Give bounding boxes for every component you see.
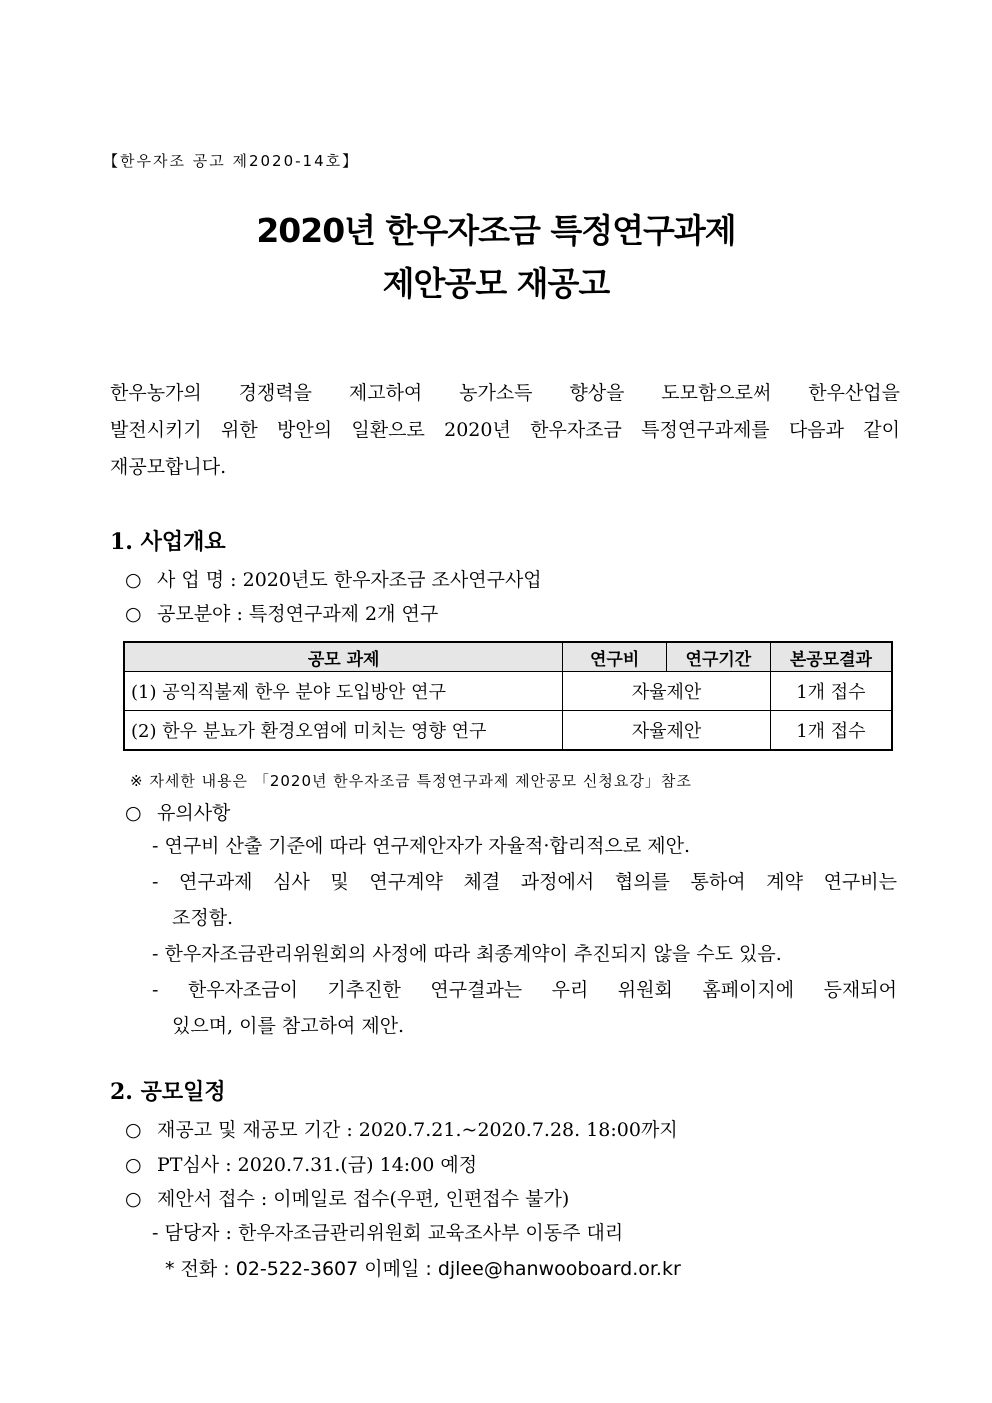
header-result: 본공모결과 <box>770 642 892 672</box>
caution-list <box>152 828 897 1044</box>
result-cell: 1개 접수 <box>770 672 892 711</box>
field-text: 공모분야 : 특정연구과제 2개 연구 <box>157 603 439 625</box>
intro-line-1: 한우농가의 경쟁력을 제고하여 농가소득 향상을 도모함으로써 한우산업을 <box>110 382 900 404</box>
intro-line-3: 재공모합니다. <box>110 456 227 478</box>
pt-text: PT심사 : 2020.7.31.(금) 14:00 예정 <box>157 1154 478 1176</box>
notice-number: 【한우자조 공고 제2020-14호】 <box>103 152 360 170</box>
submission-text: 제안서 접수 : 이메일로 접수(우편, 인편접수 불가) <box>157 1188 570 1210</box>
table-header-row <box>124 642 892 672</box>
tasks-table <box>123 641 893 751</box>
circle-bullet-icon: ○ <box>125 1154 142 1176</box>
reference-note: ※ 자세한 내용은 「2020년 한우자조금 특정연구과제 제안공모 신청요강」참조 <box>130 772 692 790</box>
circle-bullet-icon: ○ <box>125 802 142 824</box>
caution-heading-item <box>125 798 230 825</box>
result-cell: 1개 접수 <box>770 711 892 751</box>
circle-bullet-icon: ○ <box>125 603 142 625</box>
caution-item: - 연구비 산출 기준에 따라 연구제안자가 자율적·합리적으로 제안. <box>152 835 690 857</box>
pt-item <box>125 1150 477 1177</box>
intro-line-2: 발전시키기 위한 방안의 일환으로 2020년 한우자조금 특정연구과제를 다음과 같이 <box>110 419 900 441</box>
period-text: 재공고 및 재공모 기간 : 2020.7.21.~2020.7.28. 18:00까지 <box>157 1119 678 1141</box>
circle-bullet-icon: ○ <box>125 1188 142 1210</box>
field-item <box>125 599 438 626</box>
business-name-text: 사 업 명 : 2020년도 한우자조금 조사연구사업 <box>157 569 542 591</box>
header-cost: 연구비 <box>563 642 667 672</box>
circle-bullet-icon: ○ <box>125 569 142 591</box>
header-task: 공모 과제 <box>124 642 563 672</box>
period-item <box>125 1115 678 1142</box>
task-cell: (2) 한우 분뇨가 환경오염에 미치는 영향 연구 <box>124 711 563 751</box>
caution-item: - 한우자조금관리위원회의 사정에 따라 최종계약이 추진되지 않을 수도 있음. <box>152 943 782 965</box>
title-line-1: 2020년 한우자조금 특정연구과제 <box>256 211 736 250</box>
table-row <box>124 711 892 751</box>
caution-item: - 연구과제 심사 및 연구계약 체결 과정에서 협의를 통하여 계약 연구비는 조정함. <box>152 871 897 929</box>
submission-item <box>125 1184 569 1211</box>
contact-person: - 담당자 : 한우자조금관리위원회 교육조사부 이동주 대리 <box>152 1222 624 1244</box>
title-line-2: 제안공모 재공고 <box>382 264 610 303</box>
caution-item: - 한우자조금이 기추진한 연구결과는 우리 위원회 홈페이지에 등재되어 있으며, 이를 참고하여 제안. <box>152 979 897 1037</box>
intro-paragraph <box>110 375 900 486</box>
circle-bullet-icon: ○ <box>125 1119 142 1141</box>
header-period: 연구기간 <box>667 642 771 672</box>
cost-period-cell: 자율제안 <box>563 672 771 711</box>
table-row <box>124 672 892 711</box>
section2-heading: 2. 공모일정 <box>110 1079 226 1105</box>
business-name-item <box>125 565 542 592</box>
task-cell: (1) 공익직불제 한우 분야 도입방안 연구 <box>124 672 563 711</box>
caution-heading: 유의사항 <box>157 802 231 824</box>
contact-line: * 전화 : 02-522-3607 이메일 : djlee@hanwooboard.or.kr <box>165 1258 681 1280</box>
section1-heading: 1. 사업개요 <box>110 529 226 555</box>
cost-period-cell: 자율제안 <box>563 711 771 751</box>
